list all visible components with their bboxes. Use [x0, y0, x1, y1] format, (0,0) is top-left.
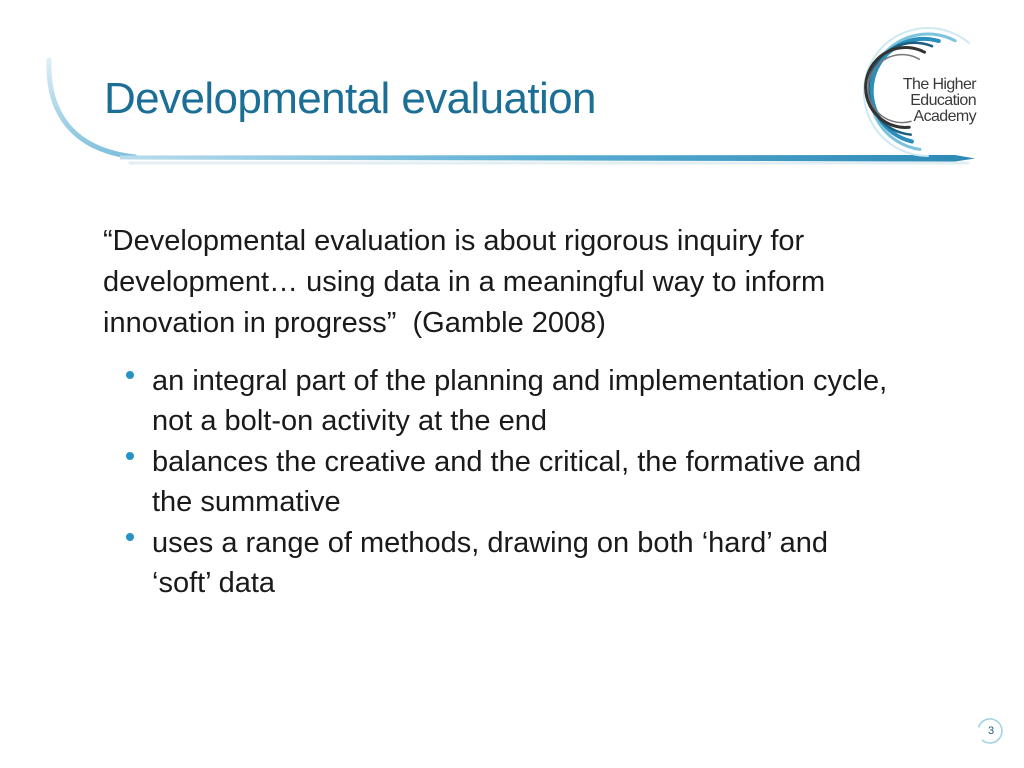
bullet-line: not a bolt-on activity at the end [152, 405, 547, 437]
bullet-item [152, 523, 887, 603]
logo-wordmark-line: The Higher [902, 76, 976, 93]
bullet-item [152, 361, 887, 441]
bullet-line: balances the creative and the critical, the formative and [152, 446, 862, 478]
bullet-line: an integral part of the planning and implementation cycle, [152, 365, 888, 397]
quote-line: innovation in progress” (Gamble 2008) [103, 307, 606, 339]
quote-line: “Developmental evaluation is about rigorous inquiry for [103, 225, 805, 257]
quote-paragraph [103, 221, 825, 344]
bullet-line: uses a range of methods, drawing on both ‘hard’ and [152, 527, 829, 559]
logo-wordmark-line: Academy [913, 108, 976, 125]
bullet-line: the summative [152, 486, 341, 518]
bullet-line: ‘soft’ data [152, 567, 276, 599]
bullet-list [152, 361, 887, 604]
logo-wordmark-line: Education [910, 92, 976, 109]
higher-education-academy-logo [903, 77, 976, 125]
slide-title: Developmental evaluation [104, 74, 596, 123]
bullet-dot-icon [126, 371, 134, 379]
page-number: 3 [987, 725, 995, 737]
bullet-item [152, 442, 887, 522]
bullet-dot-icon [126, 533, 134, 541]
quote-line: development… using data in a meaningful way to inform [103, 266, 826, 298]
swoosh-line [120, 155, 975, 162]
bullet-dot-icon [126, 452, 134, 460]
